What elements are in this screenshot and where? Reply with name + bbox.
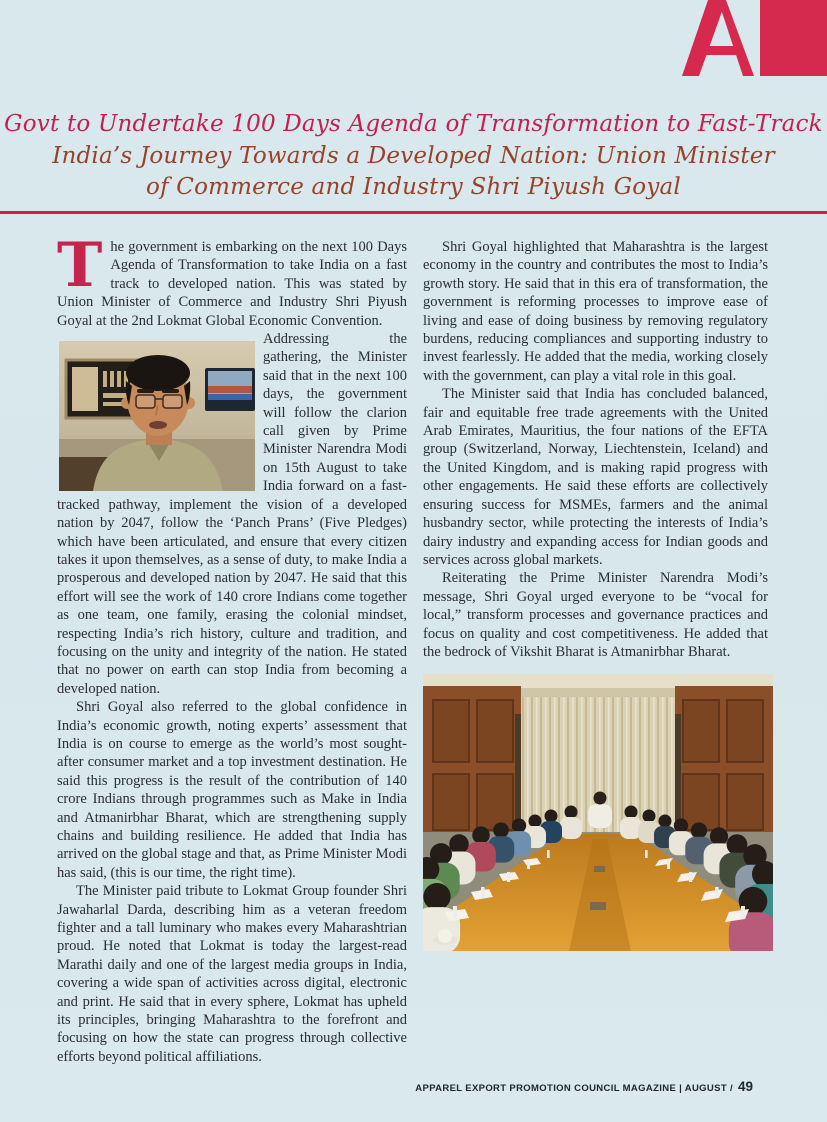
footer-page-number: 49 [737,1079,753,1094]
paragraph-vocal-for-local: Reiterating the Prime Minister Narendra Modi’s message, Shri Goyal urged everyone to be “vocal for local,” transform processes and governance practices and focus on quality and cost competitiveness. He added that the bedrock of Vikshit Bharat is Atmanirbhar Bharat. [423,570,768,660]
title-divider-rule [0,211,827,214]
right-column [423,238,768,1066]
article-title [0,109,827,204]
footer-magazine-label: APPAREL EXPORT PROMOTION COUNCIL MAGAZINE | AUGUST / [415,1083,733,1094]
article-title-line1: Govt to Undertake 100 Days Agenda of Transformation to Fast-Track [4,111,823,137]
article-title-line3: of Commerce and Industry Shri Piyush Goyal [146,174,681,200]
article-title-line2: India’s Journey Towards a Developed Nation: Union Minister [52,142,775,169]
left-column [57,230,407,1066]
paragraph-maharashtra: Shri Goyal highlighted that Maharashtra is the largest economy in the country and contributes the most to India’s growth story. He said that in this era of transformation, the government is reforming processes to improve ease of living and ease of doing business by removing regulatory burdens, reducing compliances and supporting industry to invest fearlessly. He added that the media, working closely with the government, can play a vital role in this goal. [423,239,768,384]
paragraph-global-confidence: Shri Goyal also referred to the global confidence in India’s economic growth, noting experts’ assessment that India is on course to emerge as the world’s most sought-after consumer market and a top investment destination. He said this progress is the result of the contribution of 140 crore Indians through programmes such as Make in India and Atmanirbhar Bharat, which are strengthening supply chains and building resilience. He added that India has arrived on the global stage and that, as Prime Minister Modi has said, (this is our time, the right time). [57,699,407,881]
paragraph-intro [57,230,407,330]
apparel-a-logo-icon [682,0,827,76]
article-body [57,230,768,1066]
paragraph-trade-agreements: The Minister said that India has concluded balanced, fair and equitable free trade agreements with the United Arab Emirates, Mauritius, the four nations of the EFTA group (Switzerland, Norway, Liechtenstein, Iceland) and the United Kingdom, and is making rapid progress with other engagements. He said these efforts are collectively ensuring success for MSMEs, farmers and the animal husbandry sector, while protecting the interests of India’s dairy industry and expanding access for Indian goods and services across global markets. [423,386,768,568]
page-footer [415,1079,753,1094]
minister-portrait-photo [59,341,255,491]
paragraph-100-days: Addressing the gathering, the Minister said that in the next 100 days, the government will follow the clarion call given by Prime Minister Narendra Modi on 15th August to take India forward on a fast-tracked pathway, implement the vision of a developed nation by 2047, follow the ‘Panch Prans’ (Five Pledges) which have been articulated, and ensure that every citizen takes it upon themselves, as a sense of duty, to make India a prosperous and developed nation by 2047. He said that this effort will see the work of 140 crore Indians come together as one team, one family, erasing the colonial mindset, respecting India’s rich history, culture and tradition, and focusing on the unity and integrity of the nation. He stated that no power on earth can stop India from becoming a developed nation. [57,331,407,697]
meeting-room-photo [423,674,773,951]
dropcap-letter: T [57,230,103,301]
paragraph-lokmat-tribute: The Minister paid tribute to Lokmat Group founder Shri Jawaharlal Darda, describing him as a veteran freedom fighter and a tall luminary who makes every Maharashtrian proud. He noted that Lokmat is today the largest-read Marathi daily and one of the largest media groups in India, covering a wide span of activities across digital, electronic and print. He said that in every sphere, Lokmat has upheld its principles, bringing Maharashtra to the forefront and focusing on how the state can progress through collective efforts beyond political affiliations. [57,883,407,1065]
paragraph-intro-text: he government is embarking on the next 100 Days Agenda of Transformation to take India on a fast track to developed nation. This was stated by Union Minister of Commerce and Industry Shri Piyush Goyal at the 2nd Lokmat Global Economic Convention. [57,239,407,329]
